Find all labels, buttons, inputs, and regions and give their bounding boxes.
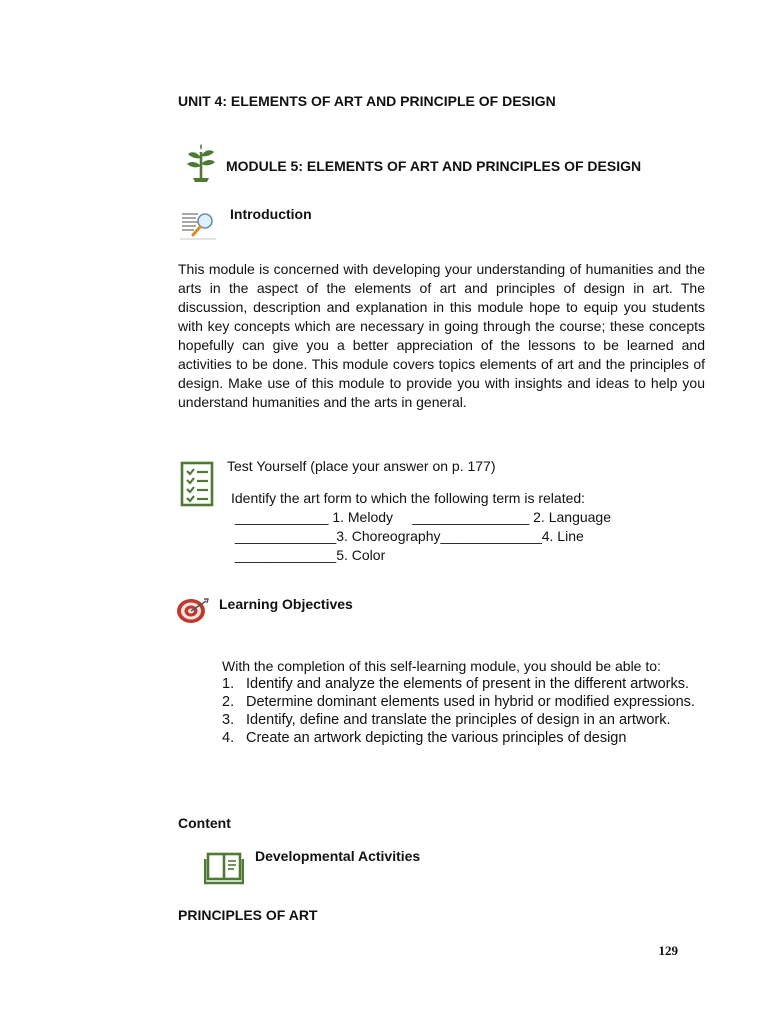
objectives-intro: With the completion of this self-learning module, you should be able to: (222, 658, 661, 674)
list-item-number: 4. (222, 730, 235, 746)
magnifier-document-icon (178, 208, 218, 242)
learning-objectives-heading: Learning Objectives (219, 596, 353, 612)
list-item-number: 3. (222, 712, 235, 728)
test-item-row: _____________3. Choreography_____________4. Line (235, 528, 584, 544)
introduction-heading: Introduction (230, 206, 312, 222)
test-item-row: _____________5. Color (235, 547, 386, 563)
test-yourself-instruction: Identify the art form to which the following term is related: (231, 490, 586, 506)
test-item-row: ____________ 1. Melody _______________ 2. Language (235, 509, 612, 525)
target-icon (175, 596, 209, 626)
list-item (222, 729, 706, 747)
list-item (222, 675, 706, 693)
list-item-text: Identify, define and translate the principles of design in an artwork. (246, 712, 671, 728)
test-yourself-heading: Test Yourself (place your answer on p. 177) (227, 458, 496, 474)
content-heading: Content (178, 815, 231, 831)
list-item-number: 2. (222, 694, 235, 710)
list-item-number: 1. (222, 676, 235, 692)
module-title: MODULE 5: ELEMENTS OF ART AND PRINCIPLES OF DESIGN (226, 158, 642, 174)
sprout-icon (184, 144, 218, 182)
list-item (222, 711, 706, 729)
list-item-text: Determine dominant elements used in hybrid or modified expressions. (246, 694, 695, 710)
objectives-list (222, 675, 706, 747)
list-item (222, 693, 706, 711)
page-number: 129 (658, 943, 678, 958)
developmental-activities-heading: Developmental Activities (255, 848, 421, 864)
list-item-text: Identify and analyze the elements of present in the different artworks. (246, 676, 690, 692)
checklist-icon (180, 461, 214, 507)
open-book-icon (204, 851, 244, 885)
introduction-paragraph: This module is concerned with developing your understanding of humanities and the arts in the aspect of the elements of art and principles of design in art. The discussion, description and explanation in this module hope to equip you students with key concepts which are necessary in going through the course; these concepts hopefully can give you a better appreciation of the lessons to be learned and activities to be done. This module covers topics elements of art and the principles of design. Make use of this module to provide you with insights and ideas to help you understand humanities and the arts in general. (178, 261, 705, 410)
list-item-text: Create an artwork depicting the various principles of design (246, 730, 627, 746)
unit-title: UNIT 4: ELEMENTS OF ART AND PRINCIPLE OF DESIGN (178, 93, 556, 109)
principles-heading: PRINCIPLES OF ART (178, 907, 318, 923)
